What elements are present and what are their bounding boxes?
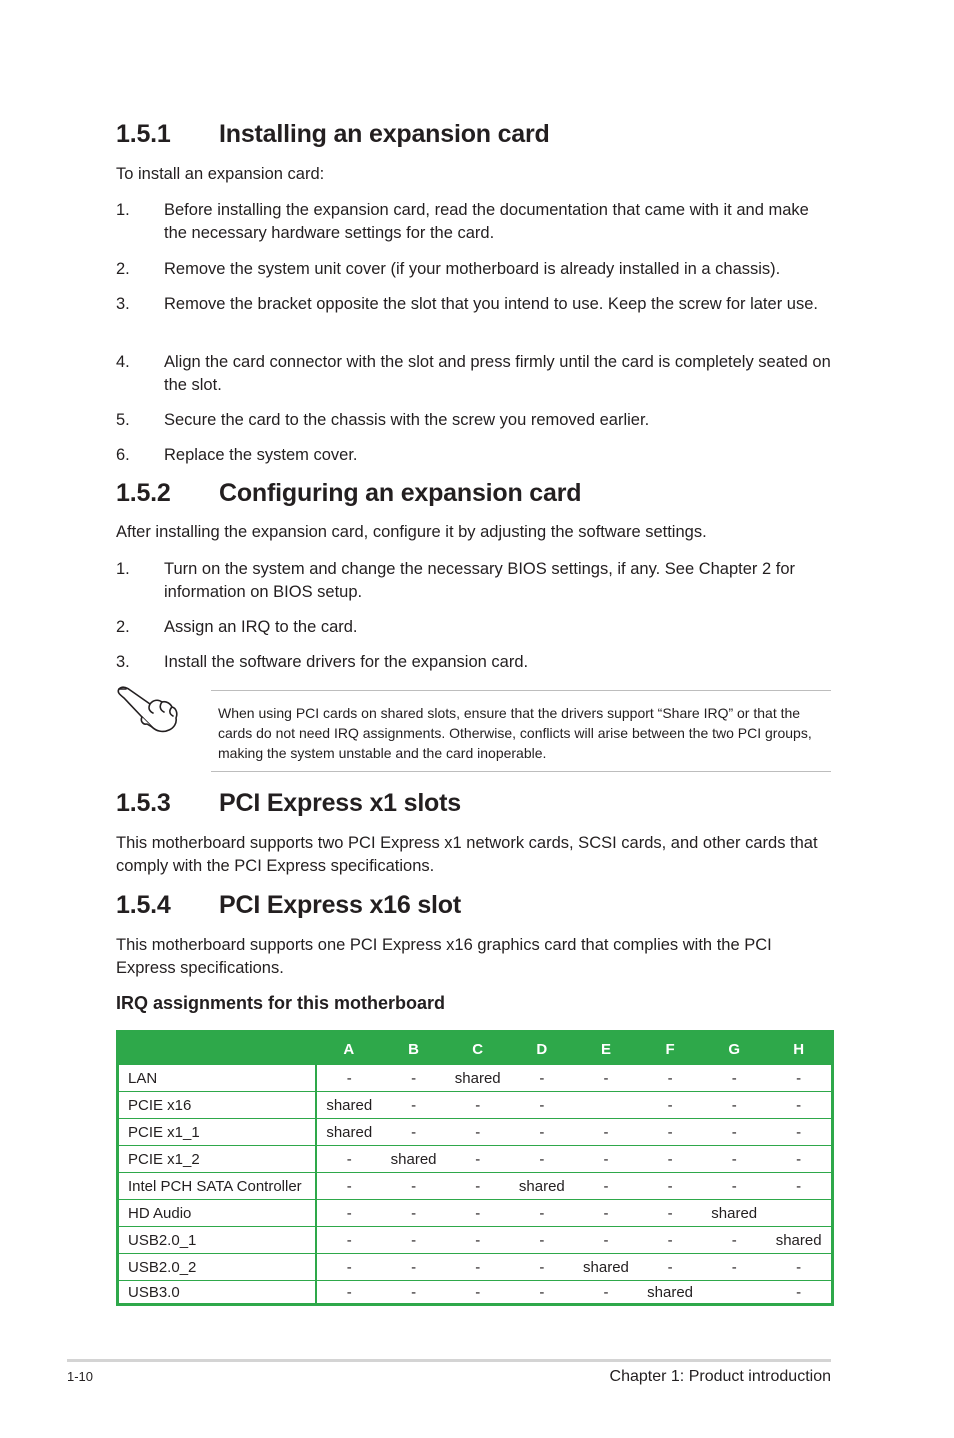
table-row [118,1281,833,1305]
table-cell: - [638,1119,702,1146]
table-cell: - [702,1119,766,1146]
table-cell [766,1200,832,1227]
column-header: A [316,1032,382,1066]
table-cell: - [316,1227,382,1254]
pointing-hand-icon [116,684,180,734]
list-text: Before installing the expansion card, read the documentation that came with it and make the necessary hardware settings for the card. [164,201,809,242]
table-cell: - [574,1227,638,1254]
list-number: 6. [116,446,130,464]
table-cell: - [446,1200,510,1227]
table-header-row [118,1032,833,1066]
table-cell: - [766,1092,832,1119]
table-cell: - [382,1254,446,1281]
table-cell: - [638,1065,702,1092]
table-cell: shared [574,1254,638,1281]
table-row [118,1065,833,1092]
table-cell: - [382,1092,446,1119]
table-cell: - [446,1119,510,1146]
note-box [211,690,831,772]
table-cell: - [638,1173,702,1200]
table-row [118,1200,833,1227]
table-cell: - [702,1173,766,1200]
table-cell: - [638,1146,702,1173]
device-cell: PCIE x1_2 [118,1146,317,1173]
table-row [118,1227,833,1254]
section-number: 1.5.2 [116,479,171,507]
table-cell: - [638,1200,702,1227]
device-cell: HD Audio [118,1200,317,1227]
table-cell: - [702,1146,766,1173]
table-cell: - [316,1146,382,1173]
note-text: When using PCI cards on shared slots, ensure that the drivers support “Share IRQ” or that the cards do not need IRQ assignments. Otherwise, conflicts will arise between the two PCI groups, making the system unstable and the card inoperable. [218,705,812,761]
list-number: 1. [116,201,130,219]
section-title: PCI Express x16 slot [219,891,461,919]
footer-divider [67,1359,831,1362]
device-cell: Intel PCH SATA Controller [118,1173,317,1200]
column-header: D [510,1032,574,1066]
table-cell: - [382,1065,446,1092]
table-cell: - [574,1065,638,1092]
table-cell: - [702,1065,766,1092]
table-cell: - [702,1092,766,1119]
list-number: 3. [116,295,130,313]
table-cell: - [446,1092,510,1119]
table-cell: - [316,1254,382,1281]
column-header: E [574,1032,638,1066]
section-number: 1.5.3 [116,789,171,817]
device-cell: LAN [118,1065,317,1092]
table-cell: shared [316,1092,382,1119]
table-cell: - [702,1227,766,1254]
table-cell: shared [382,1146,446,1173]
device-cell: USB2.0_1 [118,1227,317,1254]
table-cell: - [446,1254,510,1281]
page-number: 1-10 [67,1369,94,1384]
column-header: F [638,1032,702,1066]
table-cell: shared [647,1283,694,1301]
table-row [118,1173,833,1200]
table-cell [574,1092,638,1119]
table-cell: - [796,1283,802,1301]
table-cell: shared [510,1173,574,1200]
table-cell: - [638,1227,702,1254]
table-cell: - [510,1065,574,1092]
device-cell: PCIE x16 [118,1092,317,1119]
table-cell: - [446,1173,510,1200]
device-cell: USB3.0 [118,1281,317,1305]
list-number: 4. [116,353,130,371]
table-cell: - [510,1254,574,1281]
table-cell: shared [702,1200,766,1227]
table-cell: - [603,1283,609,1301]
table-cell: - [510,1227,574,1254]
list-text: Align the card connector with the slot and press firmly until the card is completely seated on the slot. [164,353,831,394]
table-cell: - [766,1173,832,1200]
table-cell: - [766,1119,832,1146]
list-text: Replace the system cover. [164,446,358,464]
list-number: 5. [116,411,130,429]
section-number: 1.5.4 [116,891,171,919]
table-cell: - [382,1119,446,1146]
device-cell: USB2.0_2 [118,1254,317,1281]
table-cell: shared [766,1227,832,1254]
section-body: This motherboard supports one PCI Express x16 graphics card that complies with the PCI Express specifications. [116,936,772,977]
table-cell: - [702,1254,766,1281]
table-cell: - [539,1283,545,1301]
table-cell: - [446,1146,510,1173]
list-number: 2. [116,260,130,278]
table-cell: - [382,1200,446,1227]
table-cell: - [382,1173,446,1200]
table-cell: - [510,1092,574,1119]
list-text: Remove the system unit cover (if your motherboard is already installed in a chassis). [164,260,781,278]
section-title: Installing an expansion card [219,120,550,148]
table-cell: - [766,1146,832,1173]
table-cell: - [510,1146,574,1173]
section-intro: To install an expansion card: [116,165,325,183]
chapter-label: Chapter 1: Product introduction [609,1368,831,1385]
table-row [118,1146,833,1173]
list-number: 1. [116,560,130,578]
table-cell: - [346,1283,352,1301]
table-cell: - [316,1173,382,1200]
list-text: Turn on the system and change the necessary BIOS settings, if any. See Chapter 2 for information on BIOS setup. [164,560,796,601]
section-title: Configuring an expansion card [219,479,582,507]
table-cell: - [316,1200,382,1227]
table-cell: - [638,1254,702,1281]
table-cell: - [382,1227,446,1254]
section-intro: After installing the expansion card, configure it by adjusting the software settings. [116,523,707,541]
table-cell: shared [446,1065,510,1092]
column-header: C [446,1032,510,1066]
device-cell: PCIE x1_1 [118,1119,317,1146]
table-cell: - [411,1283,417,1301]
table-cell: - [446,1227,510,1254]
table-row [118,1254,833,1281]
table-cell: - [510,1200,574,1227]
column-header [118,1032,317,1066]
table-cell: - [574,1200,638,1227]
table-cell: - [316,1065,382,1092]
table-cell: shared [316,1119,382,1146]
table-cell: - [574,1173,638,1200]
list-text: Secure the card to the chassis with the screw you removed earlier. [164,411,650,429]
table-cell: - [766,1254,832,1281]
column-header: B [382,1032,446,1066]
table-cell: - [475,1283,481,1301]
section-number: 1.5.1 [116,120,171,148]
table-cell: - [574,1119,638,1146]
irq-table [116,1030,834,1306]
list-number: 3. [116,653,130,671]
table-row [118,1119,833,1146]
list-text: Assign an IRQ to the card. [164,618,358,636]
section-body: This motherboard supports two PCI Express x1 network cards, SCSI cards, and other cards that comply with the PCI Express specifications. [116,834,818,875]
column-header: G [702,1032,766,1066]
section-title: PCI Express x1 slots [219,789,461,817]
table-cell [702,1281,766,1305]
list-text: Remove the bracket opposite the slot that you intend to use. Keep the screw for later use. [164,295,818,313]
table-cell: - [638,1092,702,1119]
table-row [118,1092,833,1119]
table-cell: - [574,1146,638,1173]
list-number: 2. [116,618,130,636]
table-cell: - [510,1119,574,1146]
table-title: IRQ assignments for this motherboard [116,993,446,1013]
column-header: H [766,1032,832,1066]
table-cell: - [766,1065,832,1092]
list-text: Install the software drivers for the expansion card. [164,653,529,671]
